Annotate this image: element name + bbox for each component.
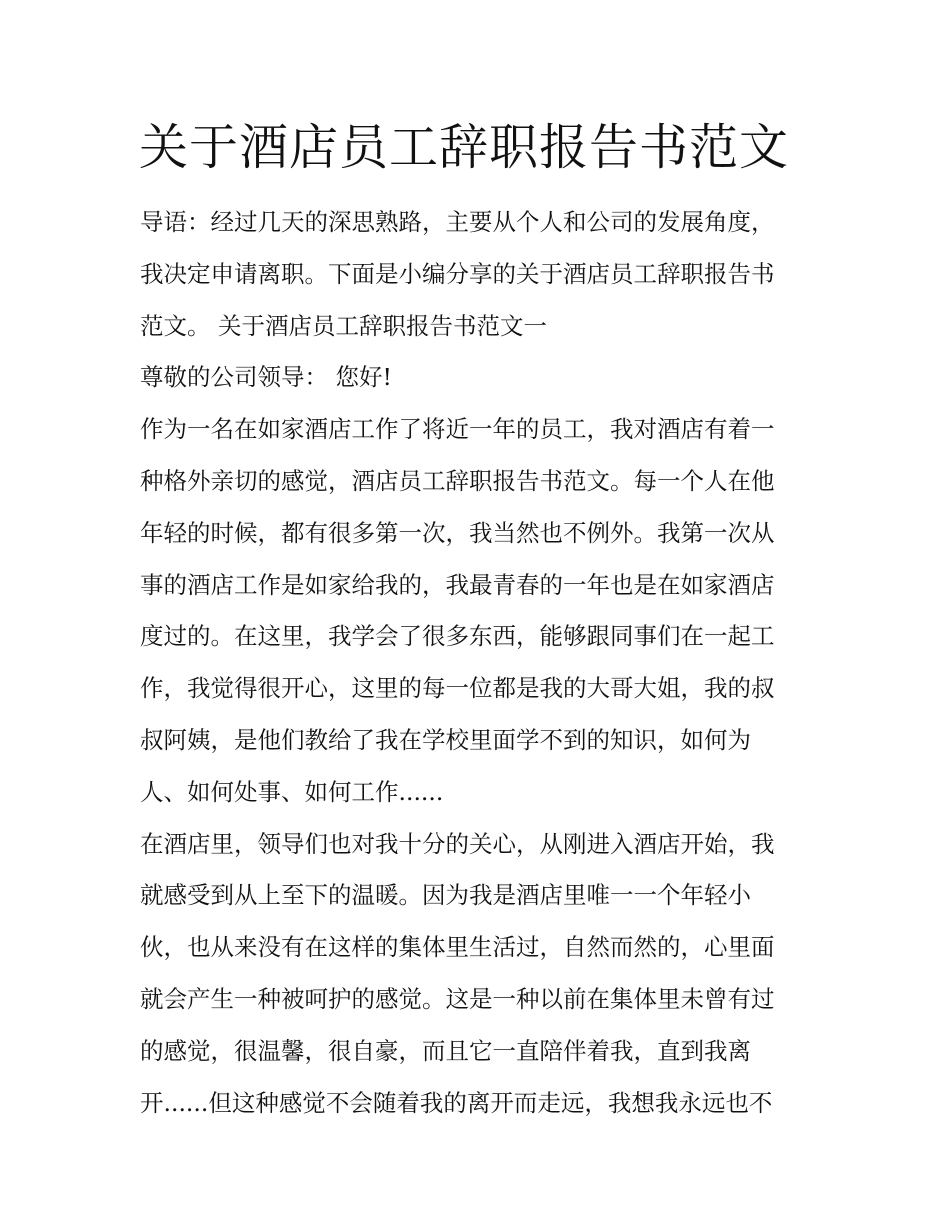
text-line: 尊敬的公司领导： 您好! [140, 363, 392, 392]
text-line: 年轻的时候，都有很多第一次，我当然也不例外。我第一次从 [140, 518, 775, 547]
text-line: 导语：经过几天的深思熟路，主要从个人和公司的发展角度， [140, 208, 775, 236]
text-line: 叔阿姨，是他们教给了我在学校里面学不到的知识，如何为 [140, 725, 751, 754]
text-line: 的感觉，很温馨，很自豪，而且它一直陪伴着我，直到我离 [140, 1036, 751, 1065]
text-line: 开......但这种感觉不会随着我的离开而走远，我想我永远也不 [140, 1088, 773, 1117]
text-line: 范文。 关于酒店员工辞职报告书范文一 [140, 311, 547, 340]
text-line: 在酒店里，领导们也对我十分的关心，从刚进入酒店开始，我 [140, 829, 775, 858]
text-line: 就会产生一种被呵护的感觉。这是一种以前在集体里未曾有过 [140, 984, 775, 1013]
text-line: 伙，也从来没有在这样的集体里生活过，自然而然的，心里面 [140, 933, 775, 962]
document-title: 关于酒店员工辞职报告书范文 [139, 119, 790, 176]
text-line: 作，我觉得很开心，这里的每一位都是我的大哥大姐，我的叔 [140, 674, 775, 703]
text-line: 人、如何处事、如何工作...... [140, 777, 444, 806]
text-line: 我决定申请离职。下面是小编分享的关于酒店员工辞职报告书 [140, 259, 775, 288]
text-line: 种格外亲切的感觉，酒店员工辞职报告书范文。每一个人在他 [140, 466, 775, 495]
text-line: 就感受到从上至下的温暖。因为我是酒店里唯一一个年轻小 [140, 881, 751, 910]
document-body [140, 197, 840, 1129]
text-line: 作为一名在如家酒店工作了将近一年的员工，我对酒店有着一 [140, 415, 775, 444]
text-line: 度过的。在这里，我学会了很多东西，能够跟同事们在一起工 [140, 622, 775, 651]
text-line: 事的酒店工作是如家给我的，我最青春的一年也是在如家酒店 [140, 570, 775, 599]
